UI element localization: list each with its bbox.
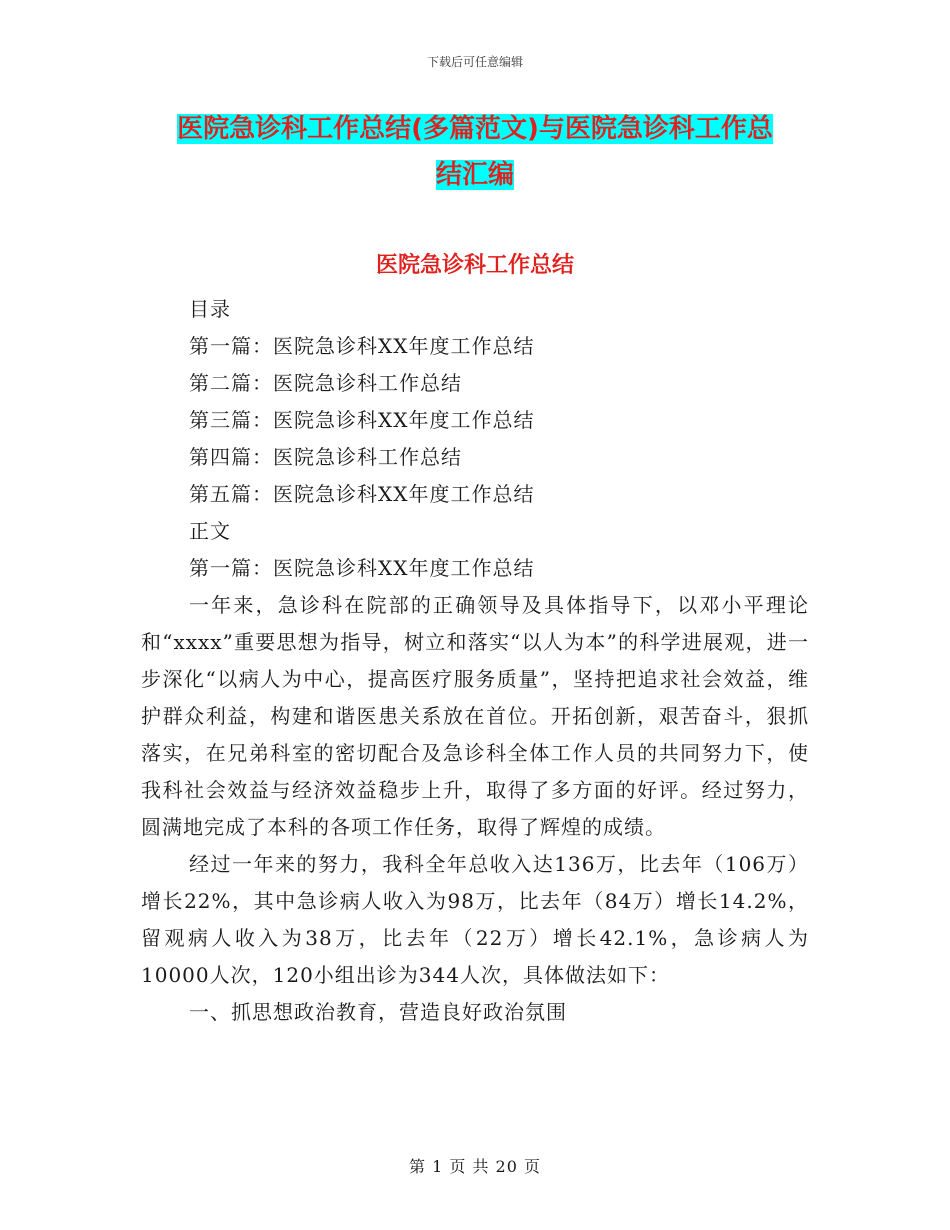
section-heading-1: 一、抓思想政治教育，营造良好政治氛围 bbox=[189, 1000, 567, 1024]
toc-item-1: 第一篇：医院急诊科XX年度工作总结 bbox=[189, 334, 535, 358]
body-paragraph-1: 一年来，急诊科在院部的正确领导及具体指导下，以邓小平理论和“xxxx”重要思想为指导，树立和落实“以人为本”的科学进展观，进一步深化“以病人为中心，提高医疗服务质量”，坚持把追求社会效益，维护群众利益，构建和谐医患关系放在首位。开拓创新，艰苦奋斗，狠抓落实，在兄弟科室的密切配合及急诊科全体工作人员的共同努力下，使我科社会效益与经济效益稳步上升，取得了多方面的好评。经过努力，圆满地完成了本科的各项工作任务，取得了辉煌的成绩。 bbox=[141, 593, 809, 839]
document-body bbox=[141, 291, 809, 1031]
toc-item-4: 第四篇：医院急诊科工作总结 bbox=[189, 445, 462, 469]
toc-item-2: 第二篇：医院急诊科工作总结 bbox=[189, 371, 462, 395]
toc-item-3: 第三篇：医院急诊科XX年度工作总结 bbox=[189, 408, 535, 432]
section-subtitle: 医院急诊科工作总结 bbox=[375, 253, 574, 278]
document-title-line-1: 医院急诊科工作总结(多篇范文)与医院急诊科工作总 bbox=[177, 114, 773, 144]
page-header-note: 下载后可任意编辑 bbox=[426, 55, 523, 69]
document-title-line-2: 结汇编 bbox=[435, 160, 514, 190]
table-of-contents bbox=[141, 291, 809, 513]
page-number-footer: 第 1 页 共 20 页 bbox=[409, 1157, 541, 1176]
body-section-label: 正文 bbox=[189, 519, 231, 543]
document-title bbox=[140, 106, 810, 198]
toc-heading: 目录 bbox=[189, 297, 231, 321]
toc-item-5: 第五篇：医院急诊科XX年度工作总结 bbox=[189, 482, 535, 506]
body-paragraph-2: 经过一年来的努力，我科全年总收入达136万，比去年（106万）增长22%，其中急诊病人收入为98万，比去年（84万）增长14.2%，留观病人收入为38万，比去年（22万）增长42.1%，急诊病人为10000人次，120小组出诊为344人次，具体做法如下： bbox=[141, 852, 809, 987]
article-title: 第一篇：医院急诊科XX年度工作总结 bbox=[189, 556, 535, 580]
